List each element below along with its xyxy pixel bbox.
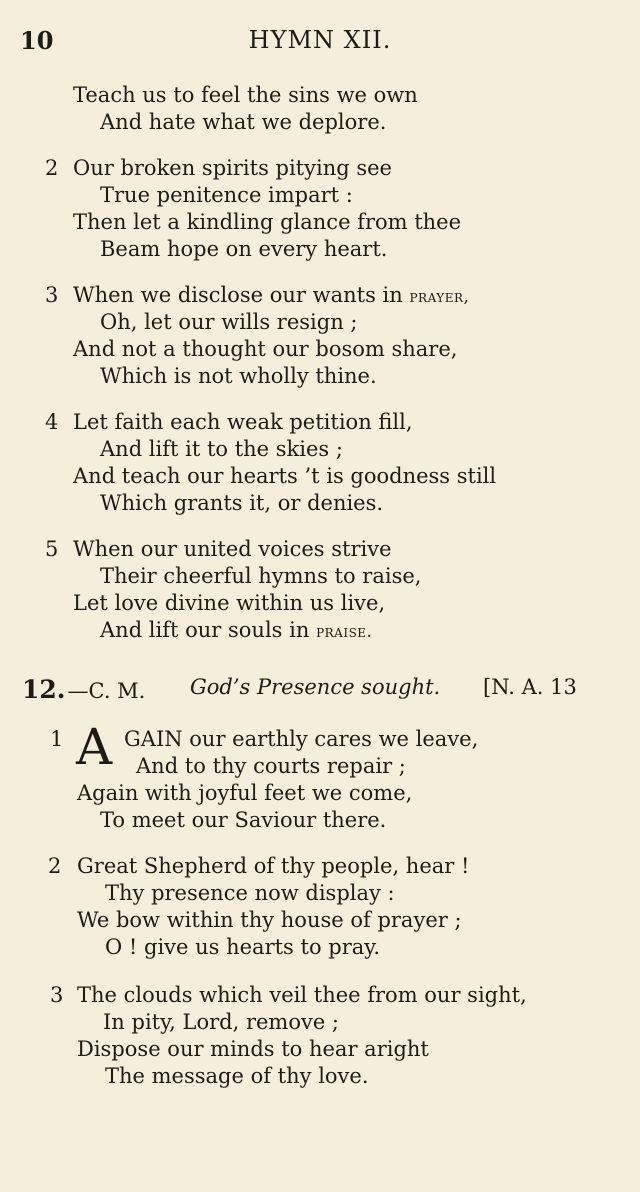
verse-line: Their cheerful hymns to raise, <box>100 564 422 588</box>
verse-line: Oh, let our wills resign ; <box>100 310 358 334</box>
verse-line <box>73 282 469 310</box>
running-head: HYMN XII. <box>248 26 392 54</box>
stanza-number: 2 <box>45 156 59 180</box>
verse-line: And to thy courts repair ; <box>136 754 406 778</box>
stanza-number: 4 <box>45 410 59 434</box>
verse-line: Dispose our minds to hear aright <box>77 1037 429 1061</box>
verse-line: And not a thought our bosom share, <box>73 337 458 361</box>
page-header <box>0 26 640 60</box>
hymn-reference: [N. A. 13 <box>483 675 577 699</box>
verse-line: Then let a kindling glance from thee <box>73 210 462 234</box>
verse-line: Beam hope on every heart. <box>100 237 388 261</box>
verse-text: When we disclose our wants in <box>73 283 403 307</box>
verse-line: And hate what we deplore. <box>100 110 387 134</box>
stanza-number: 1 <box>50 727 64 751</box>
drop-cap: A <box>76 718 113 776</box>
verse-line: True penitence impart : <box>100 183 353 207</box>
verse-line: Our broken spirits pitying see <box>73 156 392 180</box>
verse-line: The message of thy love. <box>105 1064 369 1088</box>
stanza-number: 5 <box>45 537 59 561</box>
small-caps-word: praise. <box>316 622 373 642</box>
verse-line: Which grants it, or denies. <box>100 491 384 515</box>
verse-text: And lift our souls in <box>100 618 310 642</box>
verse-line: When our united voices strive <box>73 537 392 561</box>
stanza-number: 3 <box>45 283 59 307</box>
stanza-number: 2 <box>48 854 62 878</box>
verse-line: In pity, Lord, remove ; <box>103 1010 340 1034</box>
verse-line: Which is not wholly thine. <box>100 364 377 388</box>
verse-line: And lift it to the skies ; <box>100 437 343 461</box>
hymn-number: 12. <box>22 675 66 704</box>
page-number: 10 <box>20 26 54 55</box>
hymn-12-heading <box>22 675 622 705</box>
verse-line: Teach us to feel the sins we own <box>73 83 418 107</box>
verse-line: GAIN our earthly cares we leave, <box>124 727 479 751</box>
hymn-title: God’s Presence sought. <box>190 675 441 699</box>
verse-line: The clouds which veil thee from our sight, <box>77 983 527 1007</box>
verse-line: O ! give us hearts to pray. <box>105 935 381 959</box>
verse-line: To meet our Saviour there. <box>100 808 387 832</box>
verse-line: Thy presence now display : <box>105 881 395 905</box>
stanza-number: 3 <box>50 983 64 1007</box>
verse-line: And teach our hearts ’t is goodness still <box>73 464 497 488</box>
small-caps-word: prayer, <box>409 287 470 307</box>
hymn-meter: —C. M. <box>67 679 146 703</box>
verse-line: Let faith each weak petition fill, <box>73 410 413 434</box>
verse-line: Great Shepherd of thy people, hear ! <box>77 854 470 878</box>
verse-line: Let love divine within us live, <box>73 591 386 615</box>
verse-line: We bow within thy house of prayer ; <box>77 908 462 932</box>
verse-line: Again with joyful feet we come, <box>77 781 413 805</box>
verse-line <box>100 617 372 645</box>
